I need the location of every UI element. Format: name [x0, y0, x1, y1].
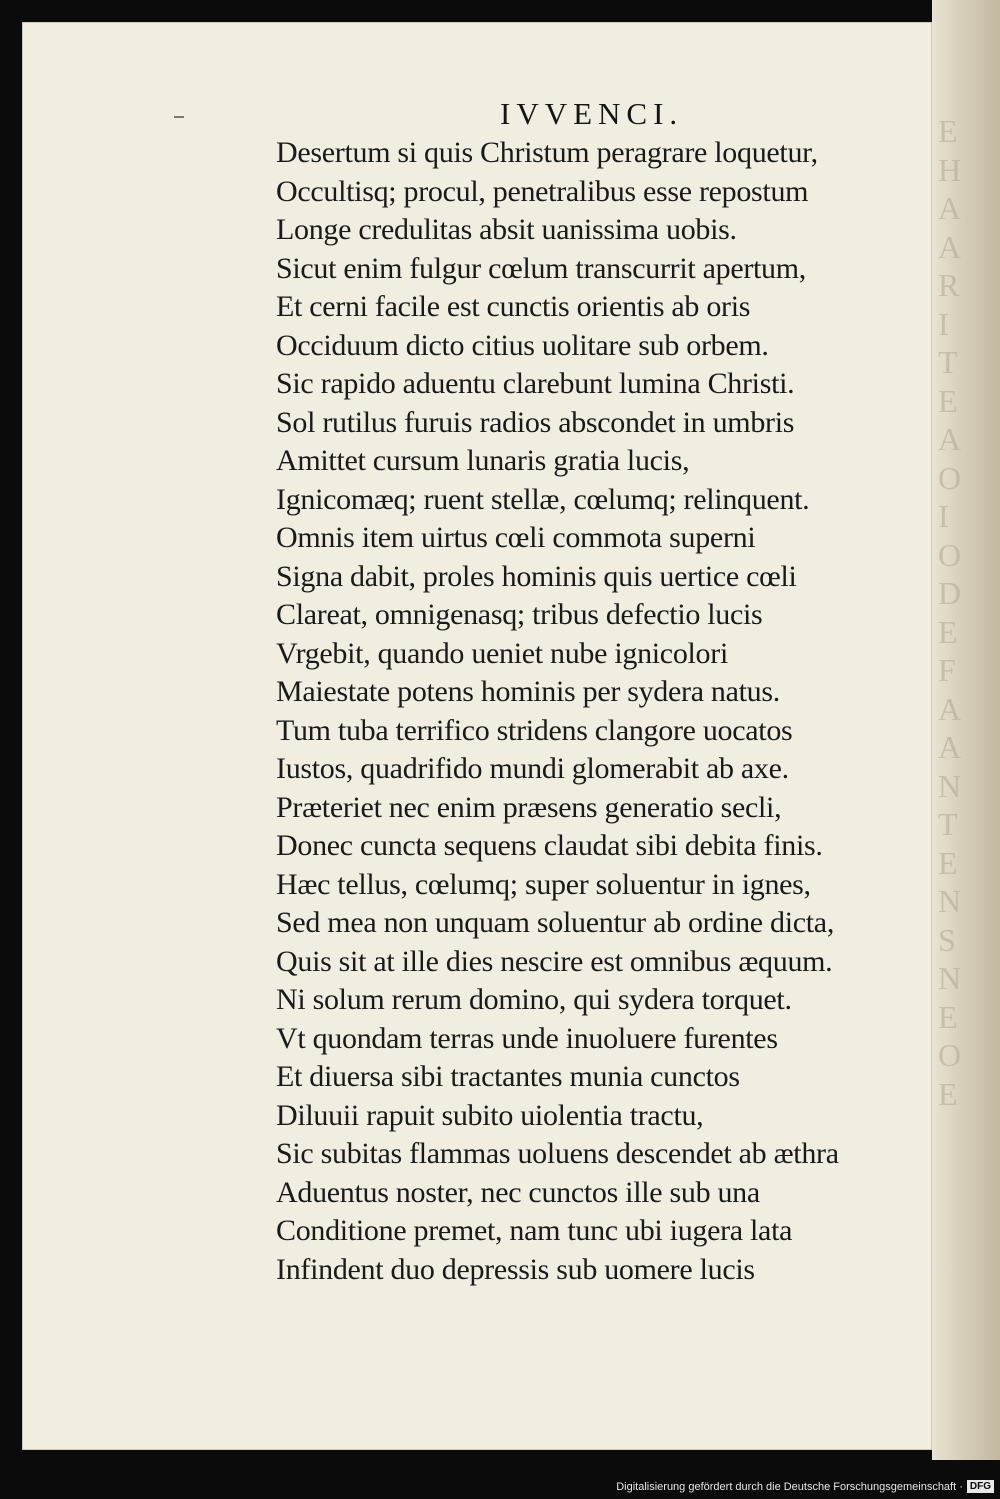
verse-line: Longe credulitas absit uanissima uobis. [276, 213, 737, 246]
facing-initial: A [938, 690, 962, 727]
facing-initial: I [938, 305, 949, 342]
facing-initial: T [938, 344, 958, 380]
facing-initial: A [938, 421, 962, 457]
facing-initial: E [938, 998, 958, 1035]
facing-initial: E [938, 1075, 958, 1112]
facing-initial: O [938, 1037, 962, 1073]
facing-initial: A [938, 228, 962, 265]
facing-initial: O [938, 536, 962, 573]
verse-line: Conditione premet, nam tunc ubi iugera lata [276, 1214, 793, 1247]
facing-initial: H [938, 151, 962, 188]
running-header: IVVENCI. [500, 96, 684, 131]
verse-line: Quis sit at ille dies nescire est omnibus æquum. [276, 944, 833, 978]
facing-initial: E [938, 113, 958, 149]
facing-initial: N [938, 767, 962, 804]
verse-line: Et cerni facile est cunctis orientis ab oris [276, 290, 751, 323]
facing-initial: N [938, 883, 962, 919]
digitization-credit [616, 1480, 994, 1493]
verse-line: Sic rapido aduentu clarebunt lumina Christi. [276, 367, 795, 400]
verse-line: Sicut enim fulgur cœlum transcurrit apertum, [276, 251, 806, 285]
facing-initial: E [938, 382, 958, 419]
facing-initial: F [938, 652, 956, 688]
verse-line: Præteriet nec enim præsens generatio secli, [276, 790, 782, 824]
verse-line: Diluuii rapuit subito uiolentia tractu, [276, 1098, 704, 1132]
verse-line: Infindent duo depressis sub uomere lucis [276, 1252, 755, 1286]
facing-initial: S [938, 921, 956, 958]
facing-initial: E [938, 613, 958, 650]
facing-initial: E [938, 844, 958, 881]
verse-line: Occiduum dicto citius uolitare sub orbem. [276, 328, 769, 362]
verse-line: Vrgebit, quando ueniet nube ignicolori [276, 636, 728, 670]
verse-line: Sol rutilus furuis radios abscondet in umbris [276, 405, 795, 439]
verse-line: Et diuersa sibi tractantes munia cunctos [276, 1060, 740, 1093]
facing-initial: I [938, 498, 949, 534]
verse-line: Ni solum rerum domino, qui sydera torquet. [276, 983, 792, 1016]
verse-line: Sed mea non unquam soluentur ab ordine dicta, [276, 906, 835, 939]
facing-initial: T [938, 806, 958, 842]
verse-line: Aduentus noster, nec cunctos ille sub una [276, 1175, 760, 1209]
verse-line: Hæc tellus, cœlumq; super soluentur in ignes, [276, 867, 811, 901]
verse-line: Ignicomæq; ruent stellæ, cœlumq; relinquent. [276, 482, 810, 516]
facing-initial: A [938, 729, 962, 765]
verse-line: Donec cuncta sequens claudat sibi debita finis. [276, 829, 823, 862]
verse-line: Tum tuba terrifico stridens clangore uocatos [276, 713, 793, 747]
verse-line: Amittet cursum lunaris gratia lucis, [276, 444, 690, 477]
book-page [22, 22, 932, 1450]
verse-line: Sic subitas flammas uoluens descendet ab æthra [276, 1137, 839, 1170]
verse-line: Desertum si quis Christum peragrare loquetur, [276, 136, 818, 169]
facing-page-initials [932, 112, 1000, 1113]
credit-text: Digitalisierung gefördert durch die Deutsche Forschungsgemeinschaft · [616, 1480, 963, 1493]
verse-line: Signa dabit, proles hominis quis uertice cœli [276, 559, 797, 593]
facing-initial: O [938, 459, 962, 496]
verse-text [276, 134, 936, 1289]
facing-initial: N [938, 960, 962, 996]
verse-line: Omnis item uirtus cœli commota superni [276, 521, 756, 554]
verse-line: Maiestate potens hominis per sydera natus. [276, 675, 780, 708]
facing-page-edge [932, 0, 1000, 1460]
verse-line: Clareat, omnigenasq; tribus defectio lucis [276, 598, 763, 631]
verse-line: Iustos, quadrifido mundi glomerabit ab axe. [276, 752, 789, 785]
margin-mark [174, 116, 184, 118]
facing-initial: D [938, 575, 962, 611]
facing-initial: R [938, 267, 960, 303]
verse-line: Occultisq; procul, penetralibus esse repostum [276, 174, 809, 208]
dfg-logo: DFG [967, 1480, 994, 1493]
facing-initial: A [938, 190, 962, 226]
verse-line: Vt quondam terras unde inuoluere furentes [276, 1021, 778, 1055]
